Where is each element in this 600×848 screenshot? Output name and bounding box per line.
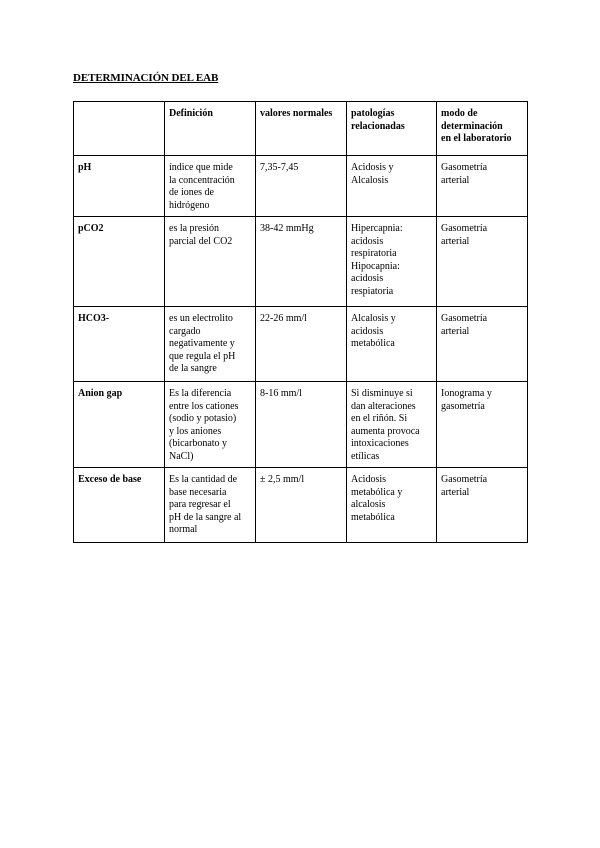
parameter-cell: Anion gap	[74, 382, 165, 468]
parameter-cell: HCO3-	[74, 307, 165, 382]
pathologies-cell: Si disminuye si dan alteraciones en el riñón. Si aumenta provoca intoxicaciones etílicas	[347, 382, 437, 468]
document-title: DETERMINACIÓN DEL EAB	[73, 72, 219, 84]
table-row	[74, 468, 528, 543]
lab-method-cell: Gasometría arterial	[437, 468, 528, 543]
header-cell-empty	[74, 102, 165, 156]
lab-method-cell: Gasometría arterial	[437, 307, 528, 382]
lab-method-cell: Gasometría arterial	[437, 156, 528, 217]
parameter-cell: Exceso de base	[74, 468, 165, 543]
definition-cell: Es la diferencia entre los cationes (sodio y potasio) y los aniones (bicarbonato y NaCl)	[165, 382, 256, 468]
table-row	[74, 217, 528, 307]
pathologies-cell: Acidosis y Alcalosis	[347, 156, 437, 217]
table-row	[74, 156, 528, 217]
table-header-row	[74, 102, 528, 156]
pathologies-cell: Hipercapnia: acidosis respiratoria Hipocapnia: acidosis respiatoria	[347, 217, 437, 307]
definition-cell: Es la cantidad de base necesaria para regresar el pH de la sangre al normal	[165, 468, 256, 543]
parameter-cell: pCO2	[74, 217, 165, 307]
header-cell-lab-method: modo de determinación en el laboratorio	[437, 102, 528, 156]
eab-table	[73, 101, 528, 543]
normal-values-cell: 7,35-7,45	[256, 156, 347, 217]
header-cell-definition: Definición	[165, 102, 256, 156]
table-row	[74, 307, 528, 382]
lab-method-cell: Ionograma y gasometría	[437, 382, 528, 468]
definition-cell: es un electrolito cargado negativamente y que regula el pH de la sangre	[165, 307, 256, 382]
definition-cell: es la presión parcial del CO2	[165, 217, 256, 307]
pathologies-cell: Acidosis metabólica y alcalosis metabólica	[347, 468, 437, 543]
header-cell-pathologies: patologías relacionadas	[347, 102, 437, 156]
table-row	[74, 382, 528, 468]
lab-method-cell: Gasometría arterial	[437, 217, 528, 307]
parameter-cell: pH	[74, 156, 165, 217]
definition-cell: índice que mide la concentración de iones de hidrógeno	[165, 156, 256, 217]
normal-values-cell: 22-26 mm/l	[256, 307, 347, 382]
header-cell-normal-values: valores normales	[256, 102, 347, 156]
pathologies-cell: Alcalosis y acidosis metabólica	[347, 307, 437, 382]
normal-values-cell: ± 2,5 mm/l	[256, 468, 347, 543]
normal-values-cell: 8-16 mm/l	[256, 382, 347, 468]
normal-values-cell: 38-42 mmHg	[256, 217, 347, 307]
